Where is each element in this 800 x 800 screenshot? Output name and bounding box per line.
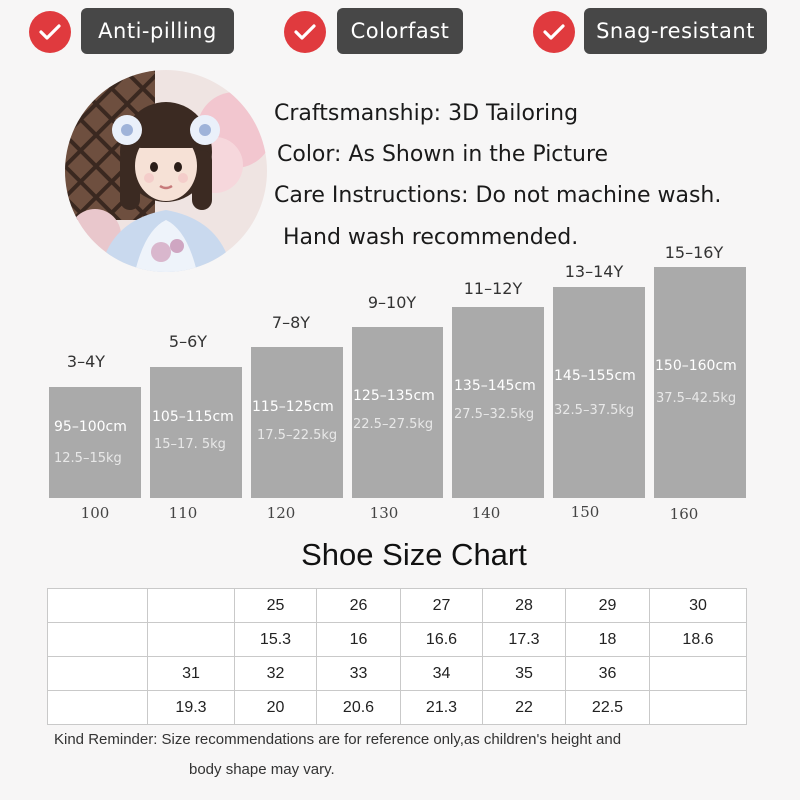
size-height-label: 95–100cm [54,419,127,435]
table-cell: 29 [566,589,650,623]
size-weight-label: 32.5–37.5kg [554,403,635,418]
size-age-label: 13–14Y [564,262,624,281]
size-number-label: 100 [80,504,110,522]
check-icon [533,11,575,53]
table-cell: 28 [483,589,566,623]
size-height-label: 145–155cm [554,368,636,384]
size-age-label: 9–10Y [367,293,417,312]
table-cell: 35 [483,657,566,691]
size-bar [553,287,645,498]
size-bar [49,387,141,498]
color-text: Color: As Shown in the Picture [277,142,609,167]
shoe-chart-title: Shoe Size Chart [301,537,527,572]
size-number-label: 150 [570,503,600,521]
table-cell [650,691,747,725]
size-number-label: 120 [266,504,296,522]
table-cell: 18.6 [650,623,747,657]
table-cell: 19.3 [148,691,235,725]
product-portrait [65,70,267,272]
table-cell: 32 [235,657,317,691]
table-cell: 26 [317,589,401,623]
table-cell: 21.3 [401,691,483,725]
size-weight-label: 15–17. 5kg [154,437,226,452]
table-row [48,691,747,725]
table-cell [48,623,148,657]
table-cell [48,691,148,725]
size-height-label: 115–125cm [252,399,334,415]
badge-colorfast: Colorfast [337,8,463,54]
table-cell [48,589,148,623]
size-age-label: 11–12Y [463,279,523,298]
size-age-label: 3–4Y [66,352,106,371]
table-cell: 16.6 [401,623,483,657]
table-row [48,623,747,657]
hand-wash-text: Hand wash recommended. [283,225,579,250]
size-bar [251,347,343,498]
table-cell [148,589,235,623]
table-row [48,657,747,691]
craftsmanship-text: Craftsmanship: 3D Tailoring [274,101,579,126]
table-cell [148,623,235,657]
table-cell [48,657,148,691]
table-cell: 31 [148,657,235,691]
table-cell: 30 [650,589,747,623]
size-weight-label: 12.5–15kg [54,451,122,466]
check-icon [284,11,326,53]
size-height-label: 105–115cm [152,409,234,425]
size-bar [352,327,443,498]
size-age-label: 15–16Y [664,243,724,262]
size-weight-label: 27.5–32.5kg [454,407,535,422]
size-age-label: 7–8Y [271,313,311,332]
size-number-label: 110 [168,504,198,522]
table-cell: 36 [566,657,650,691]
badge-snag-resistant: Snag-resistant [584,8,767,54]
shoe-size-table [47,588,747,725]
table-row [48,589,747,623]
table-cell: 17.3 [483,623,566,657]
table-cell: 20 [235,691,317,725]
table-cell: 18 [566,623,650,657]
table-cell [650,657,747,691]
size-bar [150,367,242,498]
size-weight-label: 17.5–22.5kg [257,428,338,443]
care-instructions-text: Care Instructions: Do not machine wash. [274,183,722,208]
kind-reminder-line1: Kind Reminder: Size recommendations are for reference only,as children's height and [54,731,622,748]
table-cell: 22.5 [566,691,650,725]
badge-anti-pilling: Anti-pilling [81,8,234,54]
kind-reminder-line2: body shape may vary. [189,761,335,778]
size-weight-label: 37.5–42.5kg [656,391,737,406]
size-age-label: 5–6Y [168,332,208,351]
table-cell: 22 [483,691,566,725]
table-cell: 33 [317,657,401,691]
table-cell: 27 [401,589,483,623]
table-cell: 20.6 [317,691,401,725]
check-icon [29,11,71,53]
table-cell: 34 [401,657,483,691]
size-height-label: 150–160cm [655,358,737,374]
size-number-label: 140 [471,504,501,522]
table-cell: 16 [317,623,401,657]
size-number-label: 160 [669,505,699,523]
size-weight-label: 22.5–27.5kg [353,417,434,432]
table-cell: 25 [235,589,317,623]
size-height-label: 135–145cm [454,378,536,394]
table-cell: 15.3 [235,623,317,657]
size-bar [452,307,544,498]
size-number-label: 130 [369,504,399,522]
size-height-label: 125–135cm [353,388,435,404]
size-bar [654,267,746,498]
